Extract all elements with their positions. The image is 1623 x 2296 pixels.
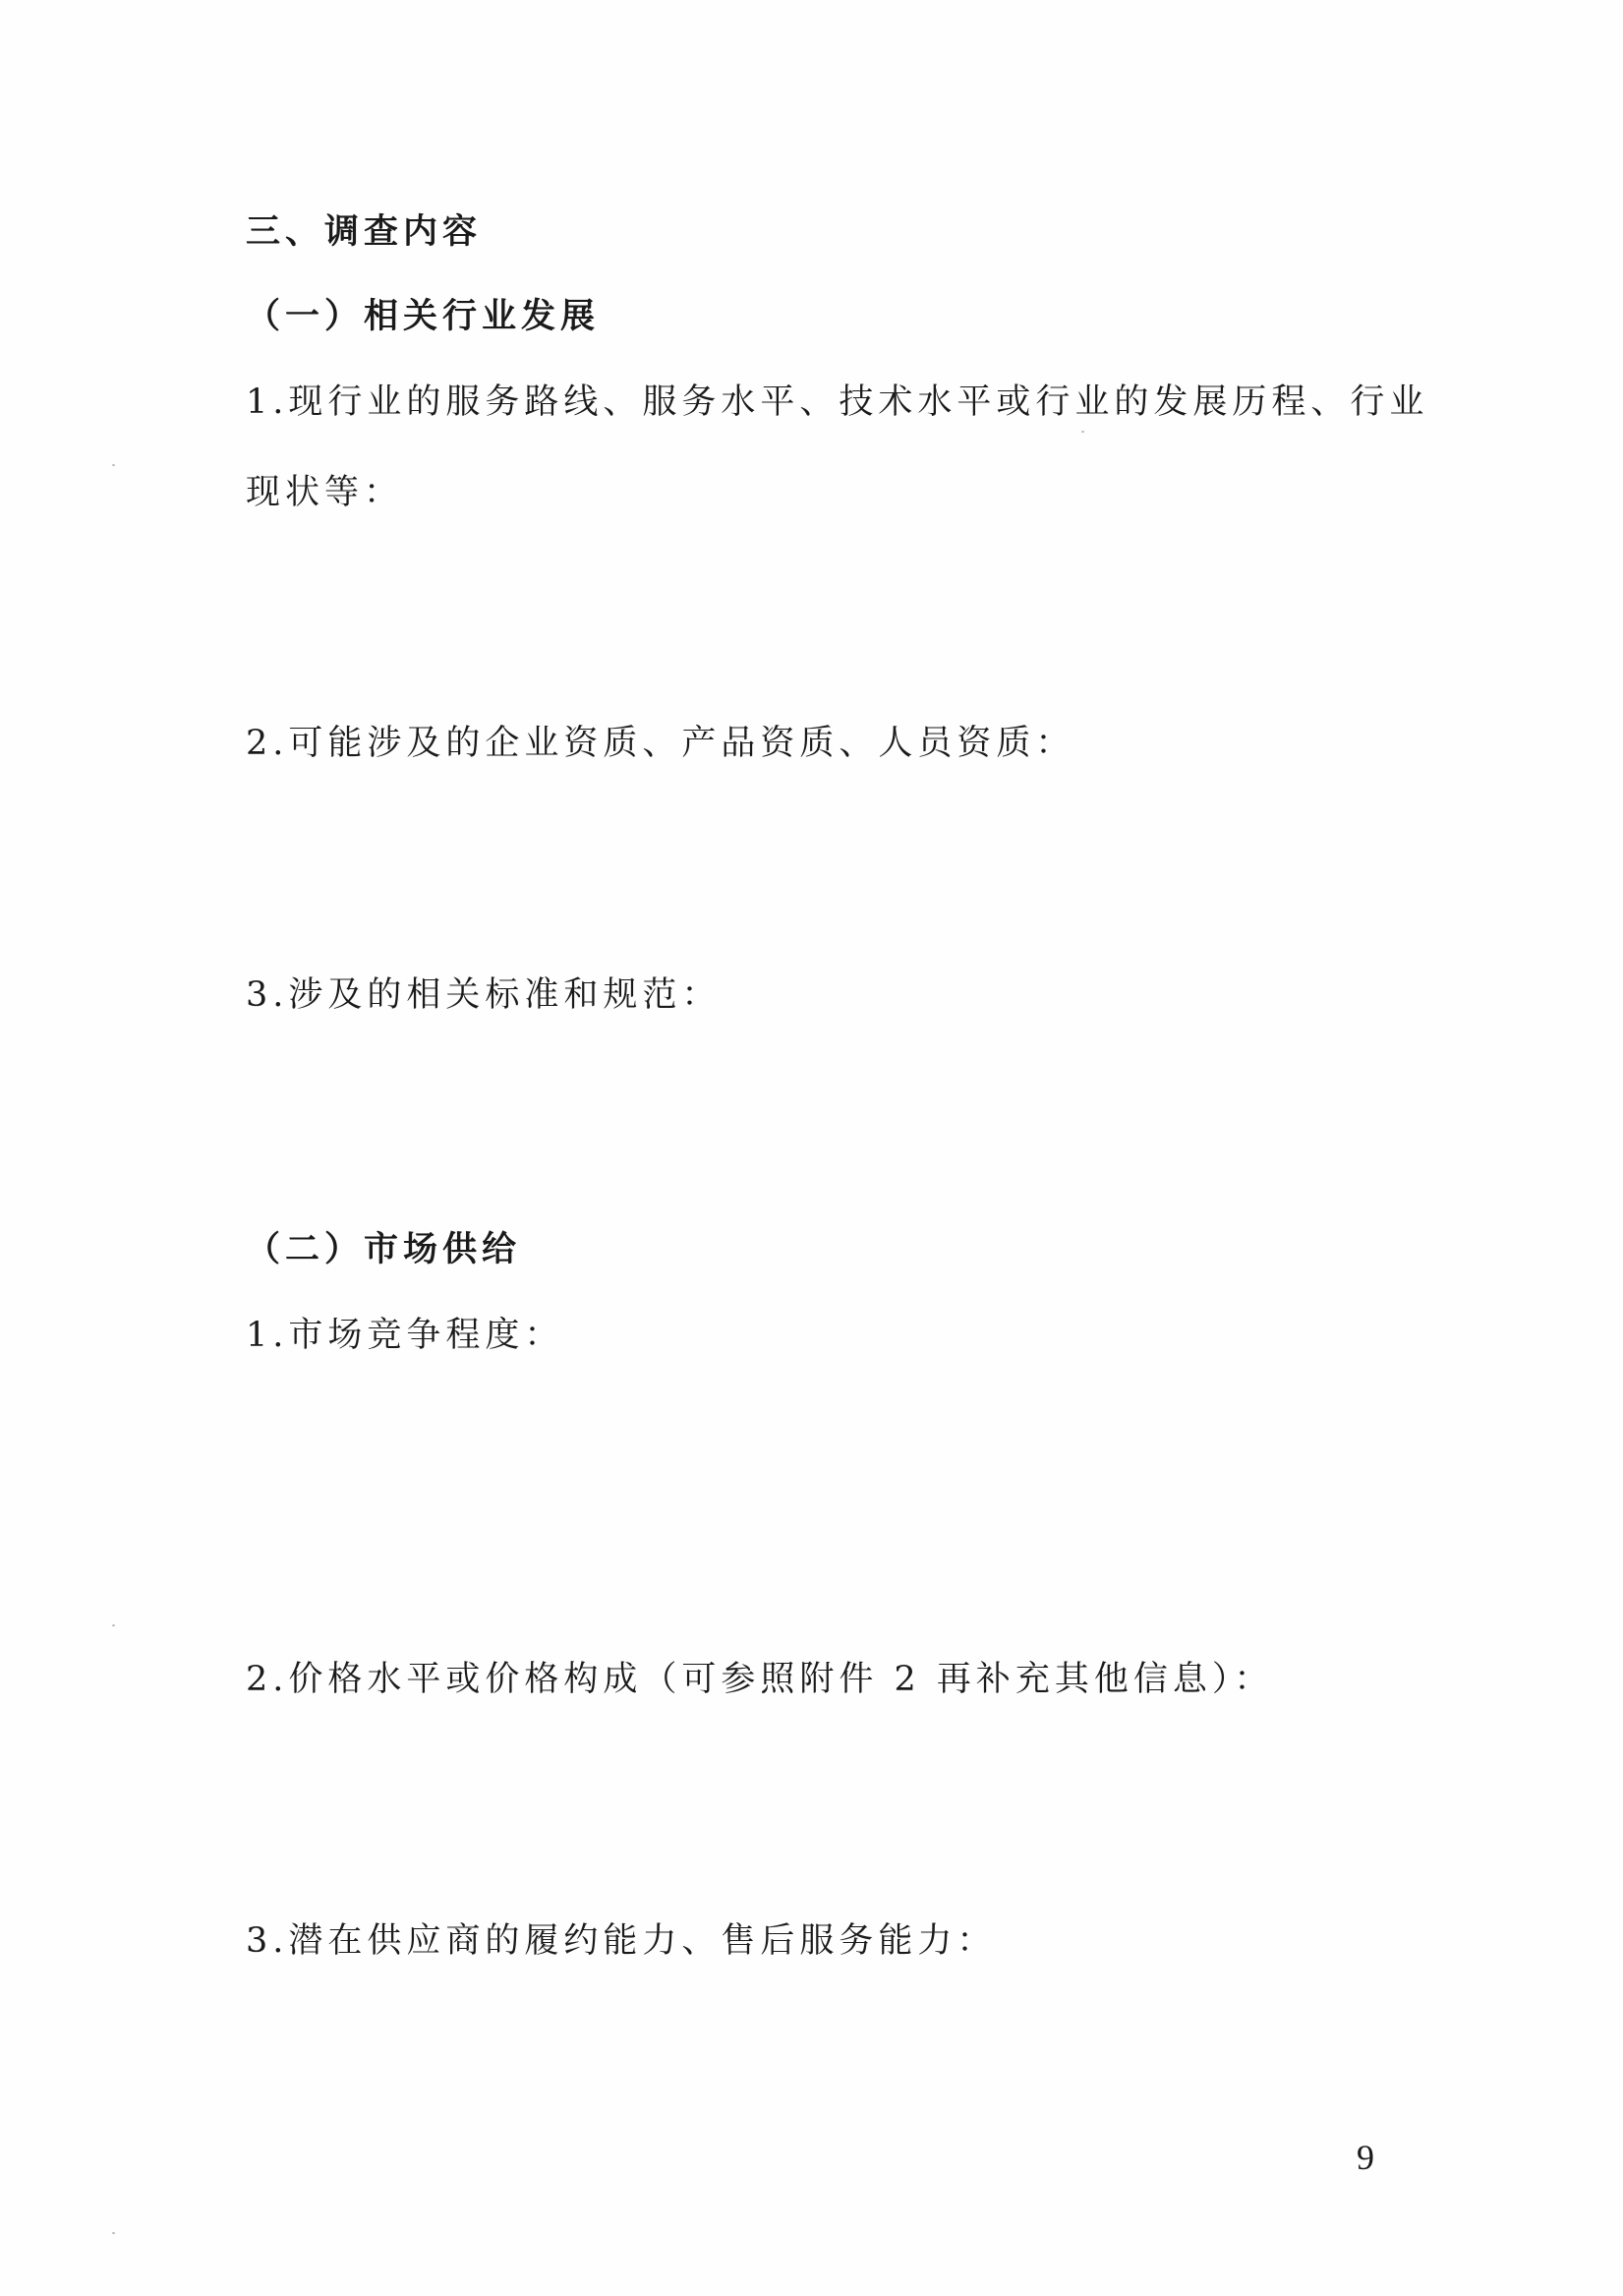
industry-item-1-line-1: 1.现行业的服务路线、服务水平、技术水平或行业的发展历程、行业 — [246, 383, 1429, 422]
industry-item-3: 3.涉及的相关标准和规范： — [246, 975, 722, 1015]
scan-speck — [1081, 431, 1084, 433]
subsection-title-supply: （二）市场供给 — [246, 1230, 522, 1269]
page-number: 9 — [1357, 2138, 1374, 2177]
industry-item-1-line-2: 现状等： — [246, 473, 404, 512]
supply-item-1: 1.市场竞争程度： — [246, 1316, 564, 1355]
scan-speck — [112, 464, 115, 466]
scan-speck — [112, 1624, 115, 1626]
section-title: 三、调查内容 — [246, 212, 483, 252]
supply-item-2: 2.价格水平或价格构成（可参照附件 2 再补充其他信息）： — [246, 1660, 1274, 1699]
scan-speck — [112, 2232, 115, 2234]
industry-item-2: 2.可能涉及的企业资质、产品资质、人员资质： — [246, 724, 1075, 763]
supply-item-3: 3.潜在供应商的履约能力、售后服务能力： — [246, 1921, 997, 1961]
subsection-title-industry: （一）相关行业发展 — [246, 297, 601, 336]
